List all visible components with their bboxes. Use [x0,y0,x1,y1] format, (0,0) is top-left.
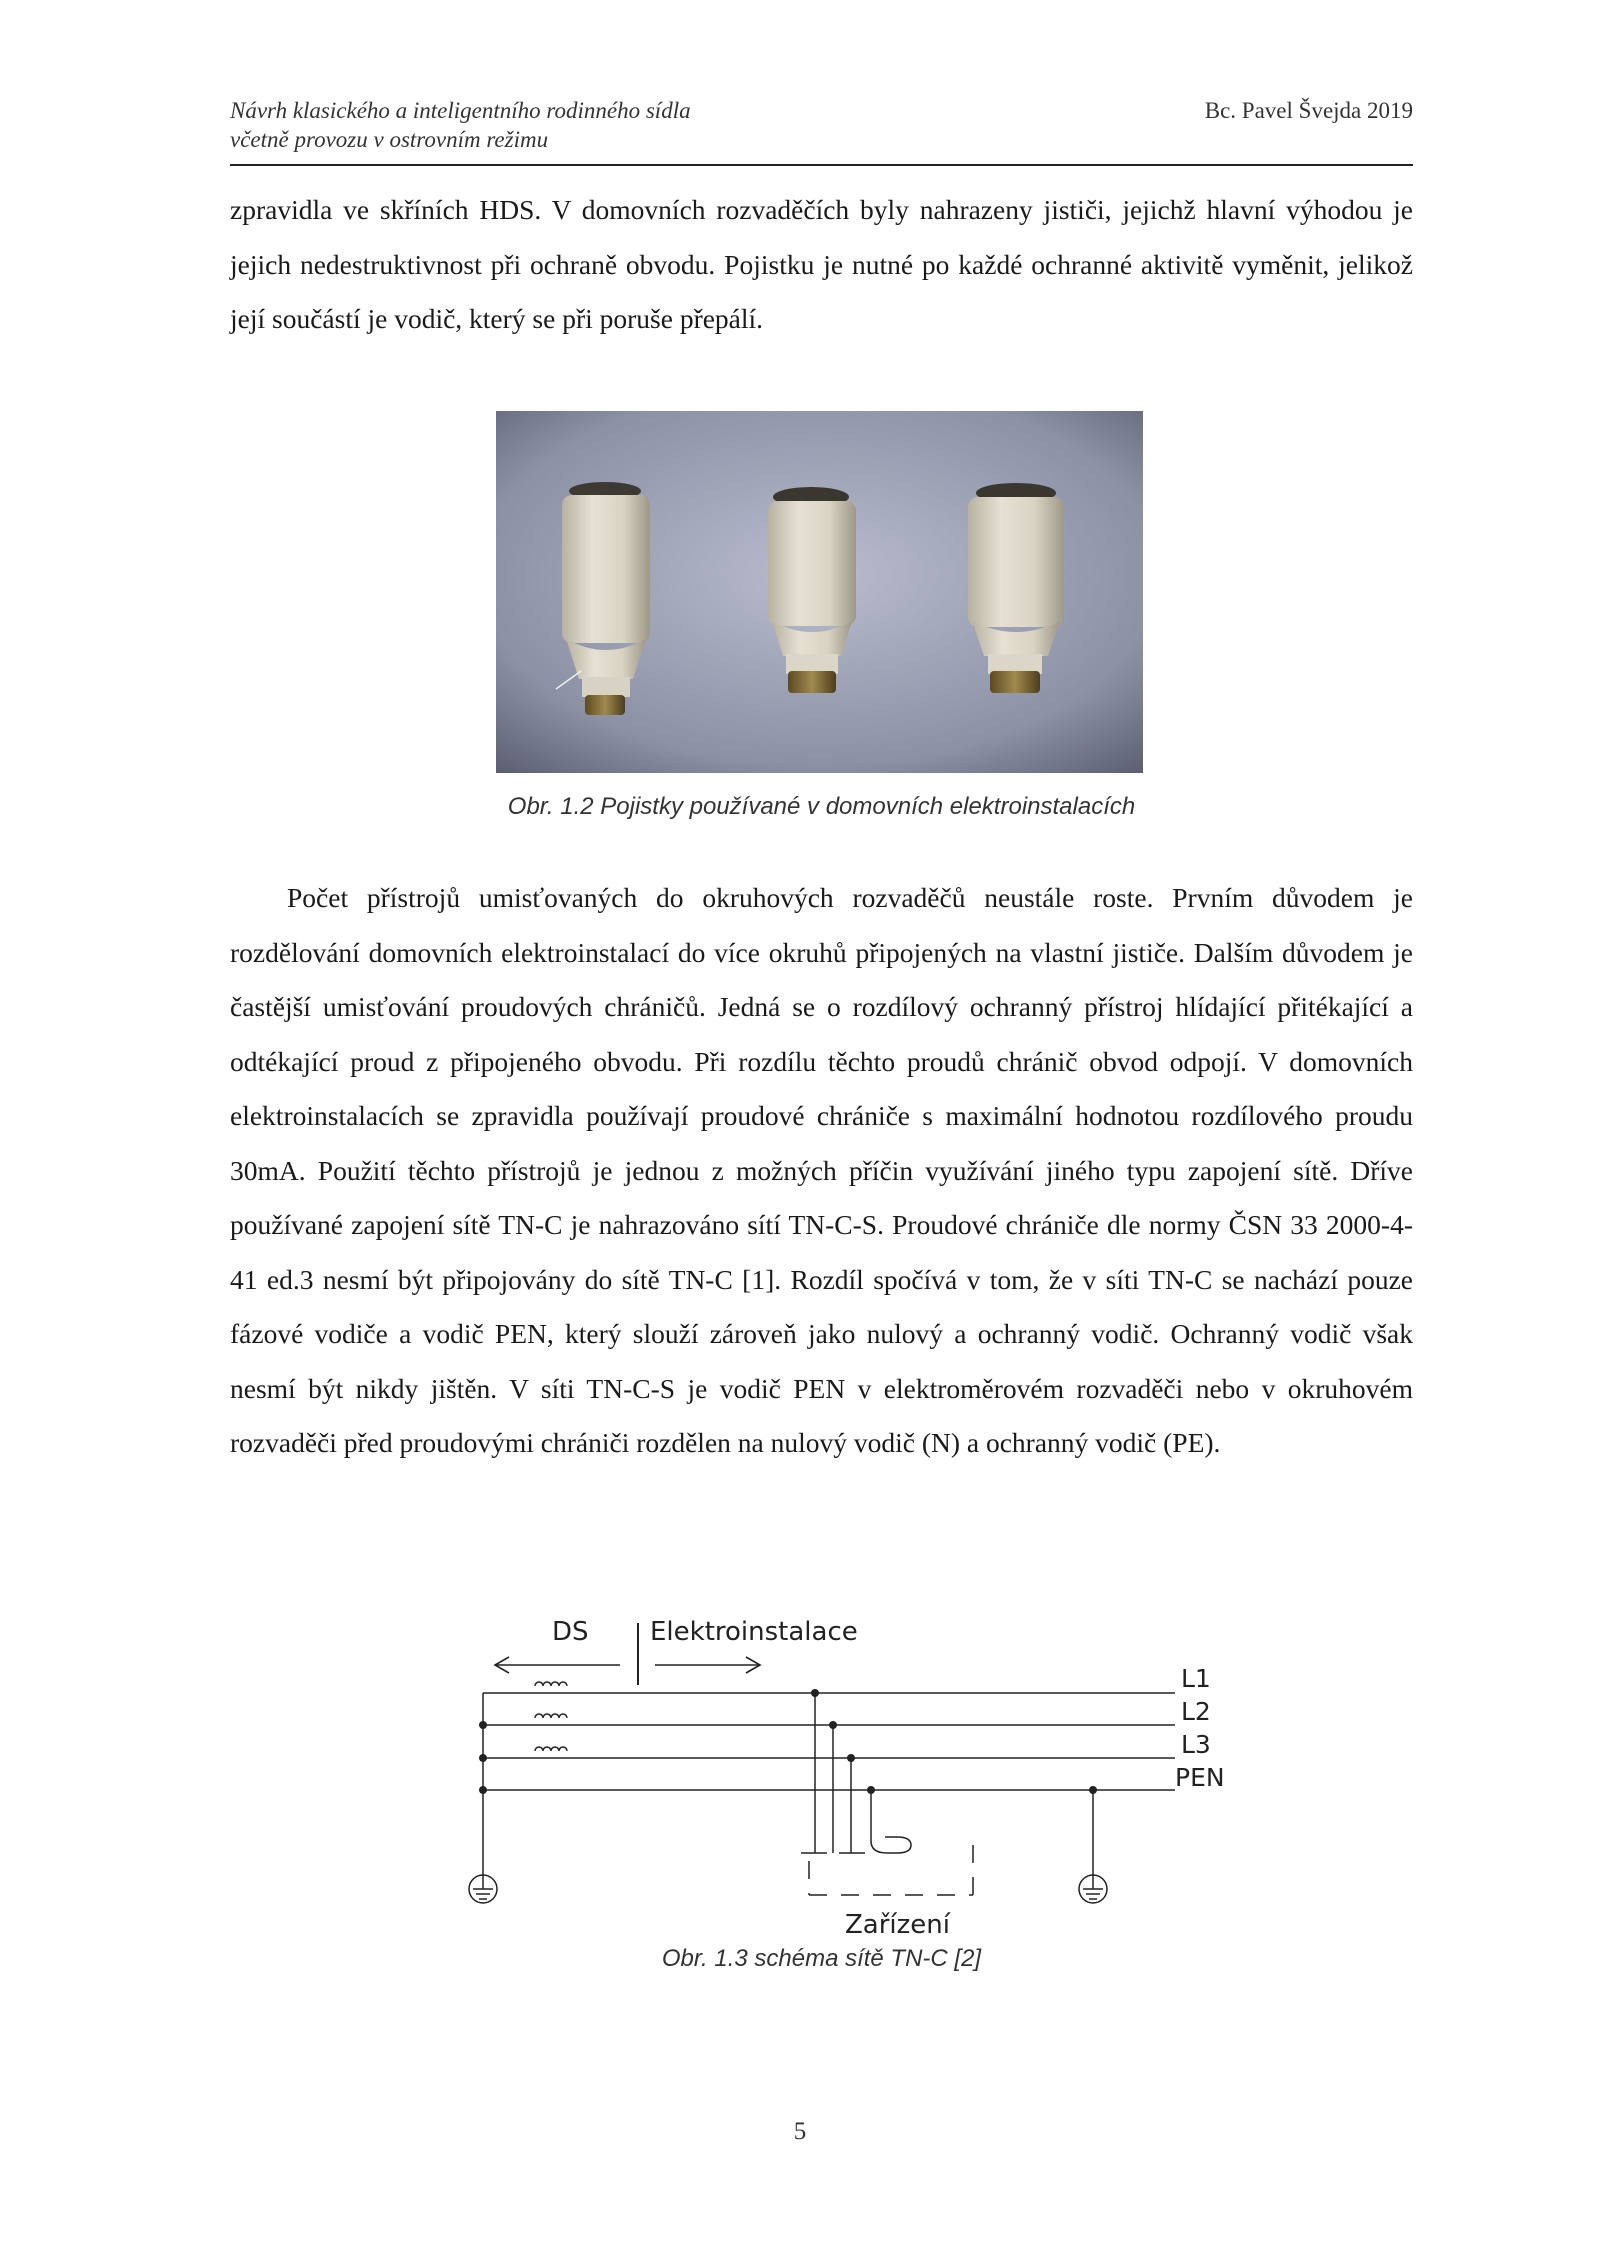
figure-2-caption: Obr. 1.3 schéma sítě TN-C [2] [661,1945,982,1972]
page-header [230,96,1413,166]
junction-dots [479,1689,1097,1794]
conductors [483,1693,1175,1875]
line-label-l1: L1 [1181,1664,1211,1693]
document-title [230,96,691,154]
device-label: Zařízení [845,1910,951,1940]
fuses-photo [496,411,1143,773]
paragraph-2: Počet přístrojů umisťovaných do okruhových rozvaděčů neustále roste. Prvním důvodem je rozdělování domovních elektroinstalací do více okruhů připojených na vlastní jističe. Dalším důvodem je častější umisťování proudových chráničů. Jedná se o rozdílový ochranný přístroj hlídající přitékající a odtékající proud z připojeného obvodu. Při rozdílu těchto proudů chránič obvod odpojí. V domovních elektroinstalacích se zpravidla používají proudové chrániče s maximální hodnotou rozdílového proudu 30mA. Použití těchto přístrojů je jednou z možných příčin využívání jiného typu zapojení sítě. Dříve používané zapojení sítě TN-C je nahrazováno sítí TN-C-S. Proudové chrániče dle normy ČSN 33 2000-4-41 ed.3 nesmí být připojovány do sítě TN-C [1]. Rozdíl spočívá v tom, že v síti TN-C se nachází pouze fázové vodiče a vodič PEN, který slouží zároveň jako nulový a ochranný vodič. Ochranný vodič však nesmí být nikdy jištěn. V síti TN-C-S je vodič PEN v elektroměrovém rozvaděči nebo v okruhovém rozvaděči před proudovými chrániči rozdělen na nulový vodič (N) a ochranný vodič (PE). [230,882,1413,1458]
author-year: Bc. Pavel Švejda 2019 [1204,98,1413,123]
device-connections [801,1693,911,1853]
line-label-pen: PEN [1175,1763,1225,1792]
installation-label: Elektroinstalace [650,1617,858,1647]
tn-c-network-diagram [465,1605,1255,1945]
line-label-l2: L2 [1181,1697,1211,1726]
ds-arrow [495,1657,620,1673]
ds-label: DS [552,1617,589,1647]
paragraph-1: zpravidla ve skříních HDS. V domovních rozvaděčích byly nahrazeny jističi, jejichž hlavní výhodou je jejich nedestruktivnost při ochraně obvodu. Pojistku je nutné po každé ochranné aktivitě vyměnit, jelikož její součástí je vodič, který se při poruše přepálí. [230,194,1413,334]
source-ground-icon [469,1875,497,1903]
page-number: 5 [793,2118,807,2145]
line-label-l3: L3 [1181,1730,1211,1759]
pen-ground-icon [1079,1790,1107,1903]
document-title-line2: včetně provozu v ostrovním režimu [230,127,549,152]
document-title-line1: Návrh klasického a inteligentního rodinného sídla [230,98,691,123]
figure-1-caption: Obr. 1.2 Pojistky používané v domovních elektroinstalacích [507,793,1136,820]
installation-arrow [655,1657,760,1673]
